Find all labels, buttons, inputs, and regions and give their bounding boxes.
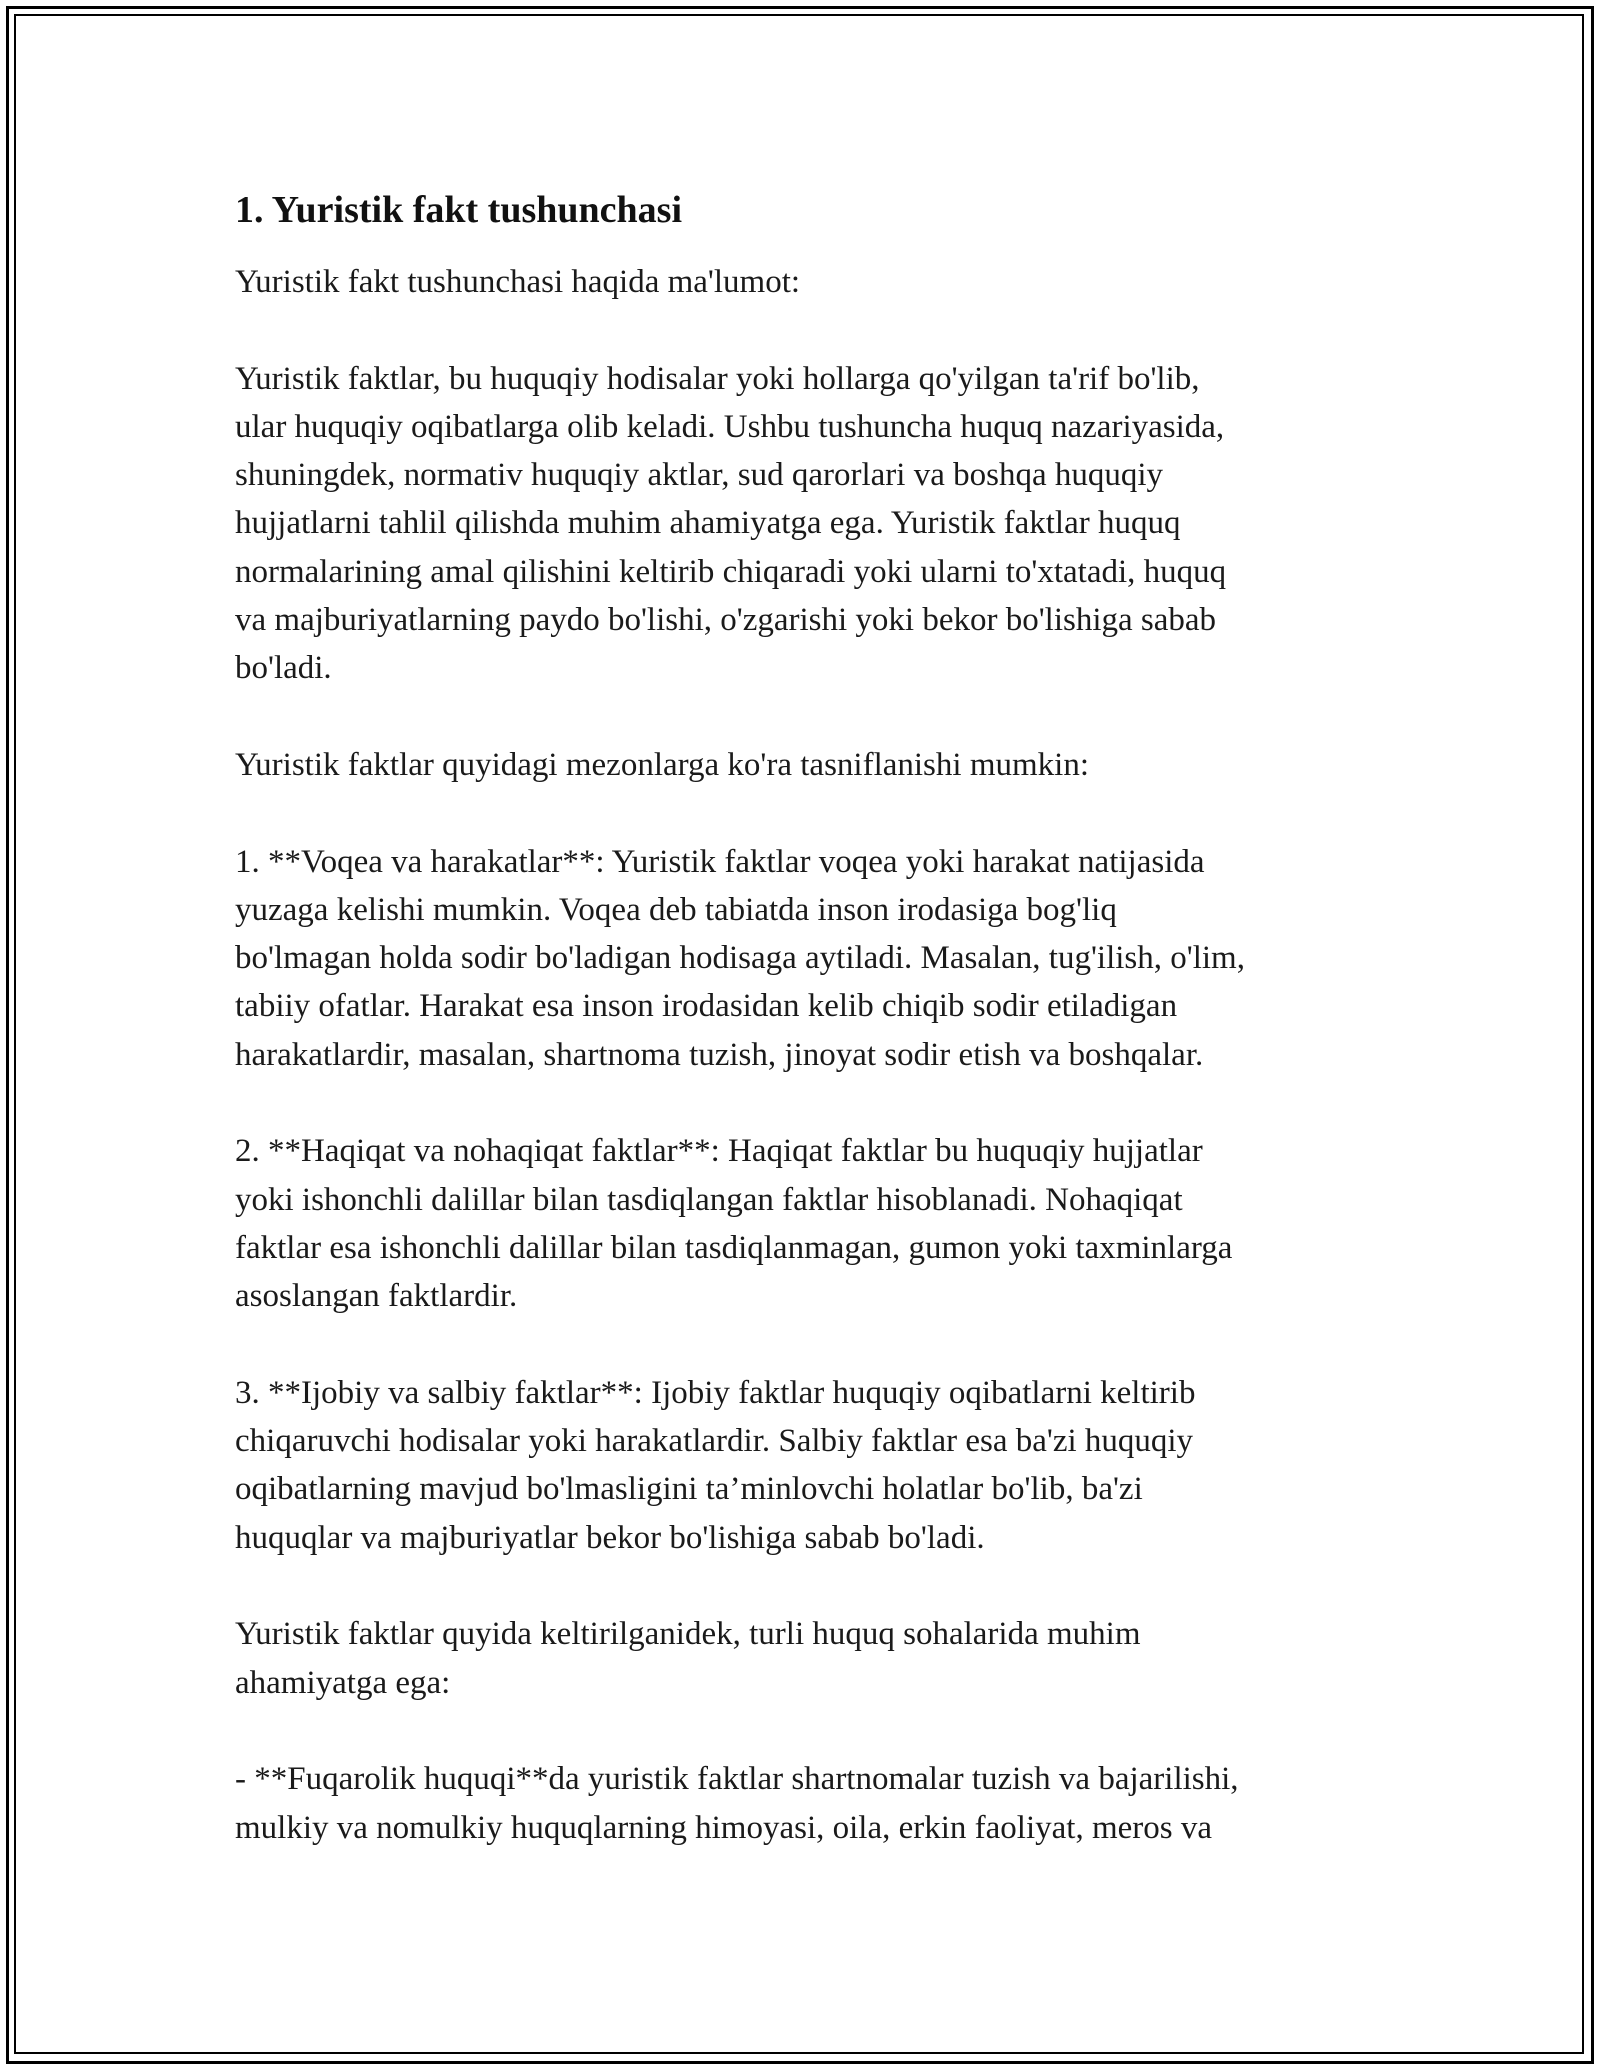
text-line: 1. **Voqea va harakatlar**: Yuristik faktlar voqea yoki harakat natijasida <box>235 843 1205 880</box>
paragraph <box>235 741 1365 789</box>
text-line: Yuristik faktlar quyidagi mezonlarga ko'ra tasniflanishi mumkin: <box>235 746 1089 783</box>
section-heading: 1. Yuristik fakt tushunchasi <box>235 189 683 231</box>
text-line: huquqlar va majburiyatlar bekor bo'lishiga sabab bo'ladi. <box>235 1519 985 1556</box>
text-line: Yuristik faktlar quyida keltirilganidek, turli huquq sohalarida muhim <box>235 1616 1141 1653</box>
text-line: faktlar esa ishonchli dalillar bilan tasdiqlanmagan, gumon yoki taxminlarga <box>235 1229 1233 1266</box>
text-line: yoki ishonchli dalillar bilan tasdiqlangan faktlar hisoblanadi. Nohaqiqat <box>235 1181 1183 1218</box>
paragraph <box>235 1610 1365 1707</box>
text-line: mulkiy va nomulkiy huquqlarning himoyasi, oila, erkin faoliyat, meros va <box>235 1809 1212 1846</box>
text-line: 3. **Ijobiy va salbiy faktlar**: Ijobiy faktlar huquqiy oqibatlarni keltirib <box>235 1374 1196 1411</box>
text-line: Yuristik fakt tushunchasi haqida ma'lumot: <box>235 264 801 300</box>
paragraph <box>235 1755 1365 1852</box>
text-line: shuningdek, normativ huquqiy aktlar, sud qarorlari va boshqa huquqiy <box>235 457 1164 494</box>
document-body <box>235 186 1365 1900</box>
text-line: normalarining amal qilishini keltirib chiqaradi yoki ularni to'xtatadi, huquq <box>235 553 1227 590</box>
text-line: - **Fuqarolik huquqi**da yuristik faktlar shartnomalar tuzish va bajarilishi, <box>235 1761 1239 1798</box>
text-line: bo'ladi. <box>235 650 332 687</box>
paragraph <box>235 1369 1365 1562</box>
text-line: tabiiy ofatlar. Harakat esa inson irodasidan kelib chiqib sodir etiladigan <box>235 988 1178 1025</box>
text-line: ahamiyatga ega: <box>235 1664 451 1701</box>
paragraph <box>235 355 1365 693</box>
text-line: hujjatlarni tahlil qilishda muhim ahamiyatga ega. Yuristik faktlar huquq <box>235 505 1181 542</box>
text-line: 2. **Haqiqat va nohaqiqat faktlar**: Haqiqat faktlar bu huquqiy hujjatlar <box>235 1133 1203 1170</box>
text-line: ular huquqiy oqibatlarga olib keladi. Ushbu tushuncha huquq nazariyasida, <box>235 408 1225 445</box>
text-line: asoslangan faktlardir. <box>235 1278 518 1315</box>
text-line: bo'lmagan holda sodir bo'ladigan hodisaga aytiladi. Masalan, tug'ilish, o'lim, <box>235 940 1245 977</box>
text-line: oqibatlarning mavjud bo'lmasligini ta’minlovchi holatlar bo'lib, ba'zi <box>235 1471 1143 1508</box>
paragraph <box>235 258 1365 306</box>
paragraph <box>235 1127 1365 1320</box>
text-line: va majburiyatlarning paydo bo'lishi, o'zgarishi yoki bekor bo'lishiga sabab <box>235 602 1217 639</box>
text-line: yuzaga kelishi mumkin. Voqea deb tabiatda inson irodasiga bog'liq <box>235 891 1117 928</box>
text-line: Yuristik faktlar, bu huquqiy hodisalar yoki hollarga qo'yilgan ta'rif bo'lib, <box>235 360 1200 397</box>
paragraph-list <box>235 258 1365 1852</box>
text-line: harakatlardir, masalan, shartnoma tuzish, jinoyat sodir etish va boshqalar. <box>235 1036 1204 1073</box>
text-line: chiqaruvchi hodisalar yoki harakatlardir. Salbiy faktlar esa ba'zi huquqiy <box>235 1423 1194 1460</box>
paragraph <box>235 838 1365 1079</box>
